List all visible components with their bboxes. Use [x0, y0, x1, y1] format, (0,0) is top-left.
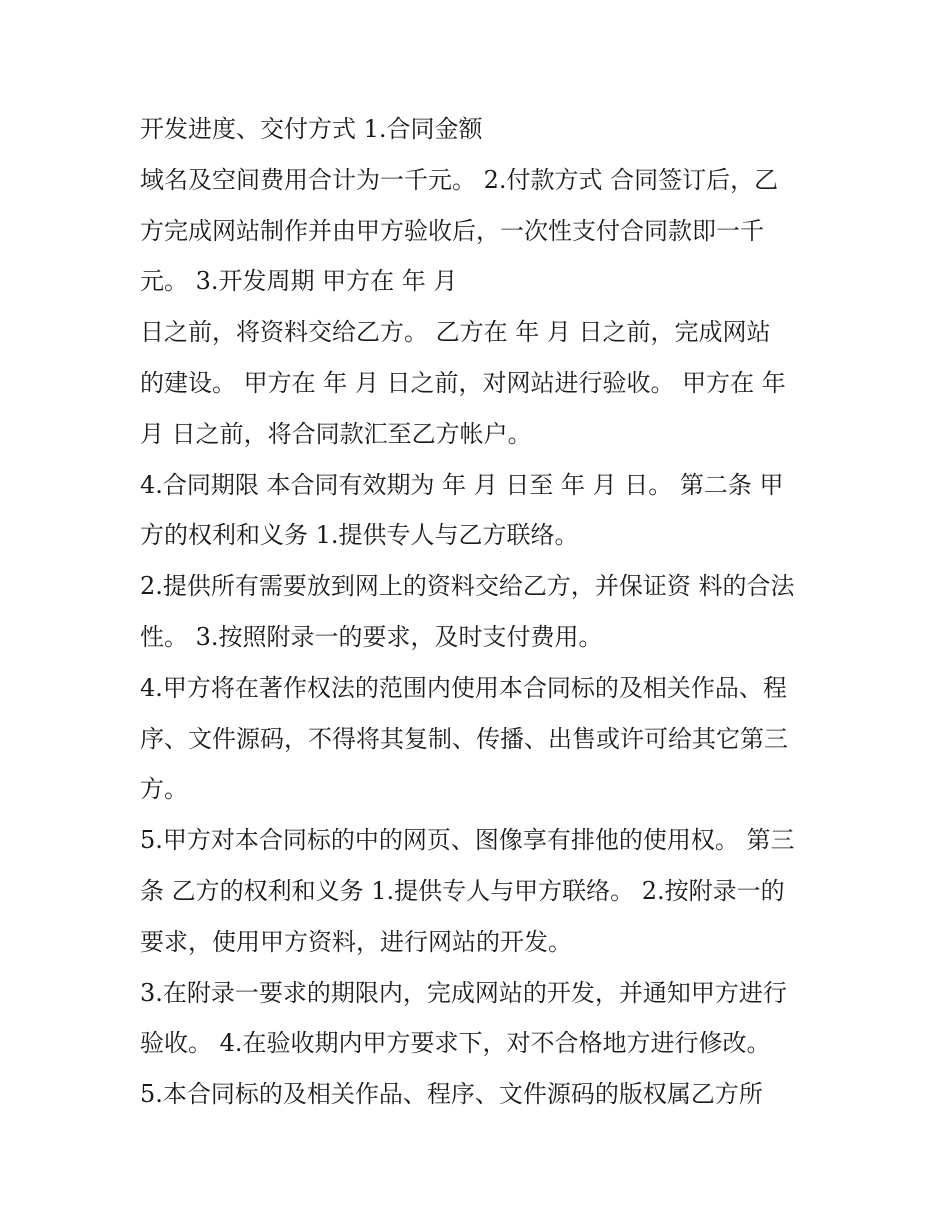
text-line: 5.本合同标的及相关作品、程序、文件源码的版权属乙方所: [140, 1080, 763, 1109]
text-line: 4.甲方将在著作权法的范围内使用本合同标的及相关作品、程: [140, 673, 787, 702]
text-line: 条 乙方的权利和义务 1.提供专人与甲方联络。 2.按附录一的: [140, 876, 785, 905]
text-line: 日之前，将资料交给乙方。 乙方在 年 月 日之前，完成网站: [140, 318, 771, 347]
text-line: 序、文件源码，不得将其复制、传播、出售或许可给其它第三: [140, 724, 788, 753]
text-line: 域名及空间费用合计为一千元。 2.付款方式 合同签订后，乙: [140, 165, 779, 194]
text-line: 性。 3.按照附录一的要求，及时支付费用。: [140, 622, 603, 651]
text-line: 要求，使用甲方资料，进行网站的开发。: [140, 927, 572, 956]
text-line: 月 日之前，将合同款汇至乙方帐户。: [140, 419, 532, 448]
text-line: 方完成网站制作并由甲方验收后，一次性支付合同款即一千: [140, 216, 764, 245]
text-line: 开发进度、交付方式 1.合同金额: [140, 115, 483, 143]
contract-text: [140, 104, 820, 1120]
text-line: 元。 3.开发周期 甲方在 年 月: [140, 267, 458, 296]
text-line: 方。: [140, 775, 188, 804]
text-line: 3.在附录一要求的期限内，完成网站的开发，并通知甲方进行: [140, 978, 787, 1007]
text-line: 方的权利和义务 1.提供专人与乙方联络。: [140, 521, 579, 550]
text-line: 验收。 4.在验收期内甲方要求下，对不合格地方进行修改。: [140, 1029, 771, 1058]
text-line: 的建设。 甲方在 年 月 日之前，对网站进行验收。 甲方在 年: [140, 368, 786, 397]
text-line: 4.合同期限 本合同有效期为 年 月 日至 年 月 日。 第二条 甲: [140, 470, 784, 499]
text-line: 5.甲方对本合同标的中的网页、图像享有排他的使用权。 第三: [140, 826, 795, 855]
text-line: 2.提供所有需要放到网上的资料交给乙方，并保证资 料的合法: [140, 572, 795, 601]
